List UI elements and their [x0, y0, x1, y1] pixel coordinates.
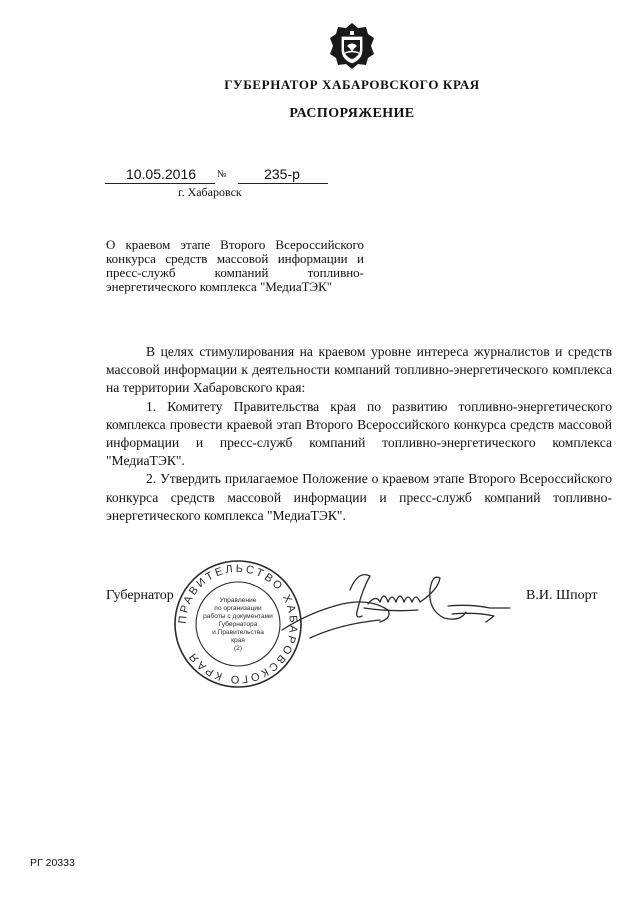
- stamp-line: и Правительства: [212, 629, 264, 636]
- number-sign: №: [217, 169, 227, 180]
- authority-title: ГУБЕРНАТОР ХАБАРОВСКОГО КРАЯ: [224, 77, 480, 92]
- stamp-line: Управление: [219, 597, 257, 604]
- document-number: 235-р: [264, 166, 300, 182]
- document-date: 10.05.2016: [125, 166, 197, 182]
- body-paragraph: 2. Утвердить прилагаемое Положение о краевом этапе Второго Всероссийского конкурса средств массовой информации и пресс-служб компаний топливно-энергетического комплекса "МедиаТЭК".: [106, 471, 612, 523]
- number-underline: [238, 183, 328, 184]
- handwritten-signature: [280, 560, 520, 650]
- city-label: г. Хабаровск: [178, 185, 242, 199]
- document-code: РГ 20333: [30, 857, 75, 869]
- document-body: [106, 343, 612, 525]
- stamp-line: работы с документами: [203, 613, 273, 620]
- signer-name: В.И. Шпорт: [526, 588, 598, 603]
- body-paragraph: В целях стимулирования на краевом уровне интереса журналистов и средств массовой информации к деятельности компаний топливно-энергетического комплекса на территории Хабаровского края:: [106, 344, 612, 396]
- stamp-line: Губернатора: [218, 621, 258, 628]
- date-underline: [105, 183, 215, 184]
- stamp-outer-text: ПРАВИТЕЛЬСТВО ХАБАРОВСКОГО КРАЯ: [176, 562, 300, 686]
- official-stamp: [172, 558, 304, 690]
- document-type: РАСПОРЯЖЕНИЕ: [289, 106, 415, 121]
- coat-of-arms-icon: [328, 22, 376, 70]
- body-paragraph: 1. Комитету Правительства края по развитию топливно-энергетического комплекса провести краевой этап Второго Всероссийского конкурса средств массовой информации и пресс-служб компаний топливно-энергетического комплекса "МедиаТЭК".: [106, 398, 612, 469]
- stamp-line: (2): [233, 645, 243, 652]
- document-subject: О краевом этапе Второго Всероссийского конкурса средств массовой информации и пресс-служб компаний топливно-энергетического комплекса "МедиаТЭК": [106, 237, 364, 294]
- stamp-line: края: [231, 637, 245, 644]
- signer-position: Губернатор: [106, 588, 174, 603]
- stamp-line: по организации: [214, 605, 262, 612]
